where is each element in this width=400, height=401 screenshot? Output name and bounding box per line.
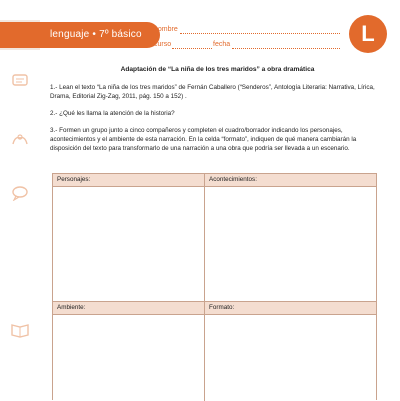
question-2: 2.- ¿Qué les llama la atención de la historia? (50, 110, 175, 117)
nombre-label: nombre (154, 26, 178, 33)
curso-field[interactable] (172, 48, 212, 49)
scroll-icon (10, 72, 30, 88)
question-1: 1.- Lean el texto “La niña de los tres maridos” de Fernán Caballero (“Senderos”, Antología Literaria: Narrativa, Lírica, Drama, Editorial Zig-Zag, 2011, pág. 150 a 152) . (50, 84, 375, 100)
cell-acontecimientos-header: Acontecimientos: (205, 174, 376, 187)
document-content (50, 66, 385, 161)
cell-ambiente-header: Ambiente: (53, 302, 204, 315)
hands-icon (10, 132, 30, 148)
subject-title: lenguaje • 7º básico (50, 29, 142, 40)
fecha-field[interactable] (232, 48, 340, 49)
book-icon (10, 322, 30, 338)
nombre-field[interactable] (180, 33, 340, 34)
curso-label: curso (154, 41, 172, 48)
fecha-label: fecha (213, 41, 231, 48)
cell-personajes-header: Personajes: (53, 174, 204, 187)
question-3: 3.- Formen un grupo junto a cinco compañeros y completen el cuadro/borrador indicando los personajes, acontecimientos y el ambiente de esta narración. En la celda “formato”, indiquen de qué manera cambiarán la disposición del texto para transformarlo de una narración a una obra que podría ser llevada a un escenario. (50, 127, 357, 152)
header (0, 22, 400, 48)
table-vertical-divider (204, 174, 205, 401)
speech-bubble-icon (10, 185, 30, 201)
planning-table (52, 173, 377, 400)
document-title: Adaptación de “La niña de los tres maridos” a obra dramática (120, 66, 315, 73)
cell-formato-header: Formato: (205, 302, 376, 315)
header-bar (0, 22, 145, 48)
subject-logo: L (349, 15, 387, 53)
